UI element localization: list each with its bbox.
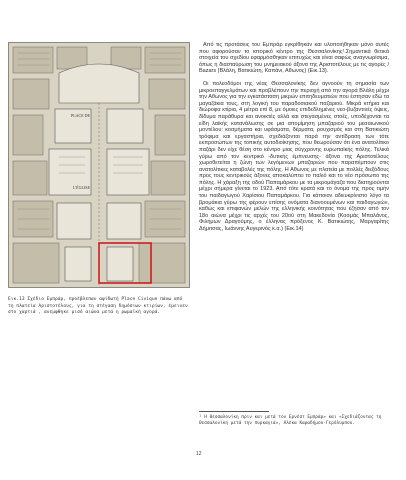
city-plan-drawing [9,43,189,287]
paragraph-1: Από τις προτάσεις του Εμπράρ εγκρίθηκαν και υλοποιήθηκαν μόνο αυτές που αφορούσαν το ιστορικό κέντρο της Θεσσαλονίκης¹.Σημαντικά θετικά στοιχεία του σχεδίου εφαρμόσθηκαν επιτυχώς και είναι σαφώς αναγνωρίσιμα, όπως η διασταύρωση του μνημειακού άξονα της Αριστοτέλους με τις αγορές / Bazars (Βλάλη, Βατικιώτη, Καπάνι, Αθωνος) (Εικ.13). [199,42,389,75]
footnote-rule [199,411,269,412]
city-plan-figure [8,42,190,288]
footnote: ¹ Η Θεσσαλονίκη πριν και μετά τον Ερνέστ Εμπράρ» και «Σχεδιάζοντας τη Θεσσαλονίκη μετά την πυρκαγιά», Αλέκα Καραδήμου-Γερόλυμπου. [199,415,382,427]
figure-caption: Εικ.13 Σχέδιο Εμπράρ, προέβλεπαν αψίδωτή Place Civique πάνω από τη πλατεία Αριστοτέλους, για τη στέγαση δημόσιων κτιρίων, έμεινεν στο χαρτιά , ανεμφθηκε μισό αιώνα μετά η ρωμαϊκή αγορά. [8,297,188,316]
plan-label-bottom: L'ÉGLISE [73,185,90,190]
paragraph-2: Οι πολεοδόμοι της νέας Θεσσαλονίκης δεν αγνοούν τη σημασία των μικροεπαγγελμάτων και προβλέπουν την περιοχή από την αγορά Βλάλη μέχρι την Αθωνος για την εγκατάσταση μικρών επιτηδευματιών που έστησαν εδώ τα μαγαζάκια τους, στη λογική του παραδοσιακού παζαριού. Μικρά κτήρια και διώροφα κτίρια, 4 μέτρα επί 8, με όμοιες επιδεδλημένες νεο-βυζαντινές όψεις, δίδυμα παράθυρα και ανοικτές αλλά και στεγασμένες στοές, υποδέχονται τα είδη λαϊκής κατανάλωσης σε μια απομίμηση μπαζαριού του μεσαιωνικού μοντέλου: κοσμήματα και υφάσματα, δέρματα, ρουχισμός και στη Βατικιώτη τρόφιμα και εργαστήρια, σχεδιάζονται παρά την αντίδραση των τότε εκπροσώπων της τοπικής αυτοδιοίκησης, που θεωρούσαν ότι ένα ανατολίτικο παζάρι δεν είχε θέση στο κέντρο μιας σύγχρονης ευρωπαϊκής πόλης. Τελικά γύρω από τον κεντρικό -δυτικής έμπνευσης- άξονα της Αριστοτέλους χωροθετείται η ζώνη των λεγόμενων μπαζαριών που παραπέμπουν στις ανατολίτικες καταβολές της πόλης. Η Αθωνος με πλατεία με πολλές διεξόδους προς τους κεντρικούς άξονες αποκαλύπτει το παλιό και το νέο πρόσωπο της πόλης. Η χάραξη της οδού Παπαμάρκου με τα μικρομάγαζα που διατηρούνται μέχρι σήμερα γίνεται το 1923. Από τότε κρατά και το όνομα της προς τιμήν του παιδαγωγού Χαρίσιου Παπαμάρκου. Για κάποιον αδιευκρίνιστο λόγο τα βρομάκια γύρω της φέρουν επίσης ονόματα διανοουμένων και παιδαγωγών, καθώς και επιφανών μελών της ελληνικής κοινότητας που έζησαν από τον 18ο αιώνα μέχρι τις αρχές του 20ού στη Μακεδονία (Κοσμάς Μπαλάνος, Φιλήμων Δραγούμης, ο έλληνας πρόξενος Κ. Βατικιώτης, Μαργαρίτης Δήμιτσας, Ιωάννης Αυγερινός κ.α.) (Εικ.14) [199,80,389,233]
body-text [199,42,389,239]
page-number: 12 [196,451,202,457]
plan-label-top: PLACE DE [71,113,90,118]
